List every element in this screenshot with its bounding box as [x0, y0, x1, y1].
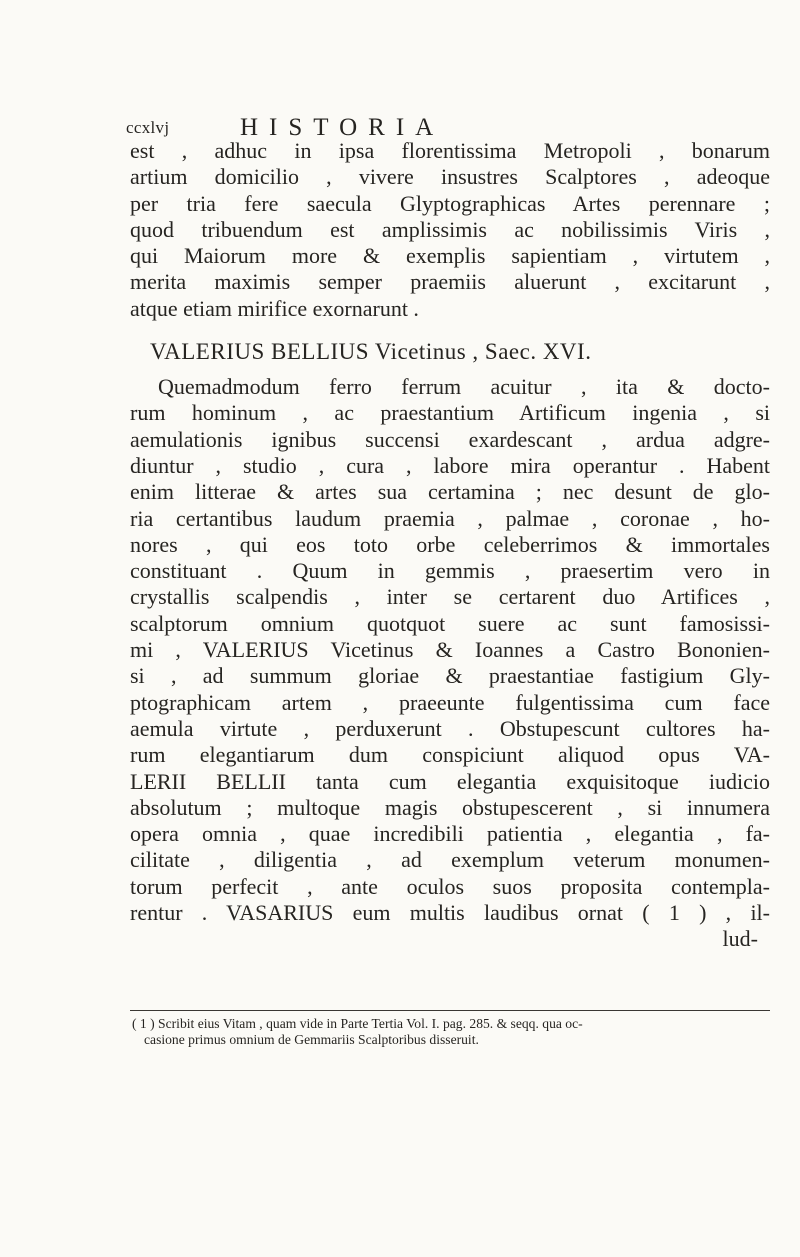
- text-line: rentur . VASARIUS eum multis laudibus ornat ( 1 ) , il-: [130, 900, 770, 926]
- section-heading: VALERIUS BELLIUS Vicetinus , Saec. XVI.: [150, 339, 592, 365]
- text-line: Quemadmodum ferro ferrum acuitur , ita & docto-: [158, 374, 770, 400]
- text-line: torum perfecit , ante oculos suos proposita contempla-: [130, 873, 770, 899]
- paragraph-2: [130, 374, 770, 953]
- text-line: diuntur , studio , cura , labore mira operantur . Habent: [130, 452, 770, 478]
- text-line: aemulationis ignibus succensi exardescant , ardua adgre-: [130, 426, 770, 452]
- text-line: merita maximis semper praemiis aluerunt , excitarunt ,: [130, 269, 770, 295]
- catchword: lud-: [722, 926, 758, 952]
- text-line: cilitate , diligentia , ad exemplum veterum monumen-: [130, 847, 770, 873]
- footnote-line: ( 1 ) Scribit eius Vitam , quam vide in Parte Tertia Vol. I. pag. 285. & seqq. qua oc-: [132, 1016, 583, 1031]
- text-line: per tria fere saecula Glyptographicas Artes perennare ;: [130, 190, 770, 216]
- text-line: nores , qui eos toto orbe celeberrimos & immortales: [130, 531, 770, 557]
- text-line: rum elegantiarum dum conspiciunt aliquod opus VA-: [130, 742, 770, 768]
- text-line: scalptorum omnium quotquot suere ac sunt famosissi-: [130, 610, 770, 636]
- text-line: ria certantibus laudum praemia , palmae , coronae , ho-: [130, 505, 770, 531]
- text-line: enim litterae & artes sua certamina ; nec desunt de glo-: [130, 479, 770, 505]
- footnote-line: casione primus omnium de Gemmariis Scalptoribus disseruit.: [144, 1032, 479, 1047]
- text-line: absolutum ; multoque magis obstupescerent , si innumera: [130, 794, 770, 820]
- text-line: atque etiam mirifice exornarunt .: [130, 295, 419, 321]
- running-head: HISTORIA: [240, 114, 445, 141]
- paragraph-1: [130, 138, 770, 322]
- text-line: opera omnia , quae incredibili patientia , elegantia , fa-: [130, 821, 770, 847]
- main-text: [130, 138, 770, 953]
- text-line: aemula virtute , perduxerunt . Obstupescunt cultores ha-: [130, 715, 770, 741]
- page-number: ccxlvj: [126, 118, 170, 137]
- footnote: [132, 1016, 768, 1048]
- text-line: constituant . Quum in gemmis , praesertim vero in: [130, 558, 770, 584]
- text-line: mi , VALERIUS Vicetinus & Ioannes a Castro Bononien-: [130, 637, 770, 663]
- footnote-rule: [130, 1010, 770, 1011]
- text-line: ptographicam artem , praeeunte fulgentissima cum face: [130, 689, 770, 715]
- text-line: rum hominum , ac praestantium Artificum ingenia , si: [130, 400, 770, 426]
- catchword-line: [130, 926, 770, 952]
- text-line: crystallis scalpendis , inter se certarent duo Artifices ,: [130, 584, 770, 610]
- text-line: qui Maiorum more & exemplis sapientiam , virtutem ,: [130, 243, 770, 269]
- text-line: artium domicilio , vivere insustres Scalptores , adeoque: [130, 164, 770, 190]
- text-line: quod tribuendum est amplissimis ac nobilissimis Viris ,: [130, 216, 770, 242]
- text-line: LERII BELLII tanta cum elegantia exquisitoque iudicio: [130, 768, 770, 794]
- text-line: est , adhuc in ipsa florentissima Metropoli , bonarum: [130, 138, 770, 163]
- text-line: si , ad summum gloriae & praestantiae fastigium Gly-: [130, 663, 770, 689]
